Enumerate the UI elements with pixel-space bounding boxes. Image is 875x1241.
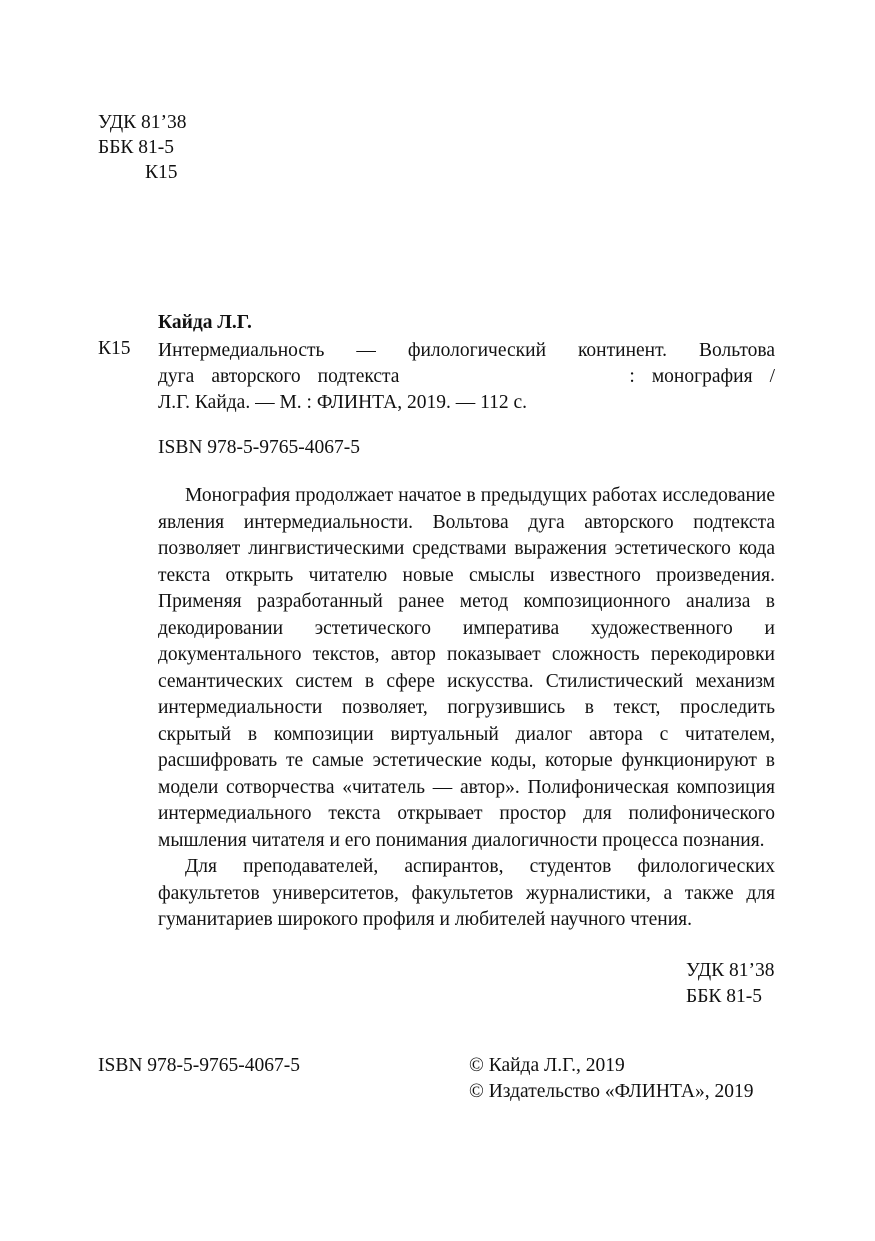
author-heading: Кайда Л.Г. bbox=[158, 312, 252, 333]
author-sign-entry: К15 bbox=[98, 338, 131, 359]
bibliographic-imprint: Л.Г. Кайда. — М. : ФЛИНТА, 2019. — 112 с. bbox=[158, 392, 528, 413]
udk-code-top: УДК 81’38 bbox=[98, 112, 187, 133]
bbk-code-bottom: ББК 81-5 bbox=[686, 986, 763, 1007]
bbk-code-top: ББК 81-5 bbox=[98, 137, 175, 158]
bibliographic-title-line-2 bbox=[158, 364, 775, 390]
bibliographic-title-line-1: Интермедиальность — филологический континент. Вольтова bbox=[158, 340, 775, 361]
copyright-author: © Кайда Л.Г., 2019 bbox=[469, 1055, 625, 1076]
abstract-paragraph-1: Монография продолжает начатое в предыдущих работах исследование явления интермедиальности. Вольтова дуга авторского подтекста позволяет лингвистическими средствами выражения эстетического кода текста открыть читателю новые смыслы известного произведения. Применяя разработанный ранее метод композиционного анализа в декодировании эстетического императива художественного и документального текстов, автор показывает сложность перекодировки семантических систем в сфере искусства. Стилистический механизм интермедиальности позволяет, погрузившись в текст, проследить скрытый в композиции виртуальный диалог автора с читателем, расшифровать те самые эстетические коды, которые функционируют в модели сотворчества «читатель — автор». Полифоническая композиция интермедиального текста открывает простор для полифонического мышления читателя и его понимания диалогичности процесса познания. bbox=[158, 485, 775, 851]
abstract bbox=[158, 483, 775, 934]
copyright-publisher: © Издательство «ФЛИНТА», 2019 bbox=[469, 1081, 754, 1102]
bibliographic-title-continuation: дуга авторского подтекста bbox=[158, 366, 400, 387]
author-sign-top: К15 bbox=[145, 162, 178, 183]
abstract-paragraph-2: Для преподавателей, аспирантов, студентов филологических факультетов университетов, факультетов журналистики, а также для гуманитариев широкого профиля и любителей научного чтения. bbox=[158, 856, 775, 930]
isbn-footer: ISBN 978-5-9765-4067-5 bbox=[98, 1055, 301, 1076]
bibliographic-type: : монография / bbox=[629, 366, 775, 387]
isbn-entry: ISBN 978-5-9765-4067-5 bbox=[158, 437, 361, 458]
udk-code-bottom: УДК 81’38 bbox=[686, 960, 775, 981]
